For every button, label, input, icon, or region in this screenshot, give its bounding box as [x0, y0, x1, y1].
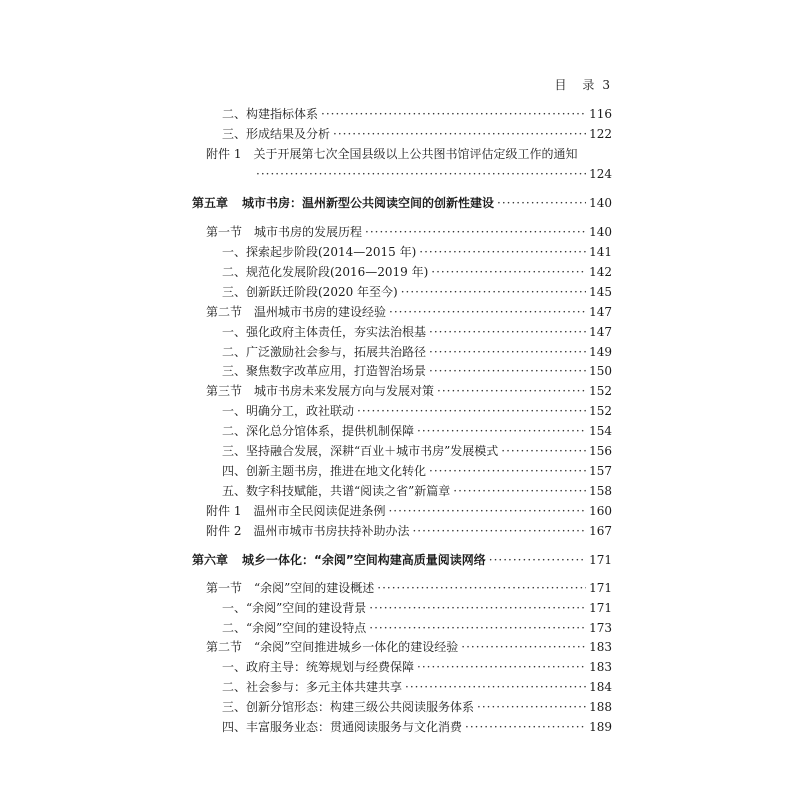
dot-leader [497, 193, 586, 213]
toc-entry[interactable] [222, 282, 612, 302]
chapter-title: 城市书房：温州新型公共阅读空间的创新性建设 [242, 196, 495, 210]
toc-entry[interactable] [222, 262, 612, 282]
toc-section[interactable] [206, 578, 612, 598]
dot-leader [388, 501, 586, 521]
toc-entry-text: 附件 1 关于开展第七次全国县级以上公共图书馆评估定级工作的通知 [206, 147, 578, 161]
dot-leader [256, 164, 586, 184]
toc-entry[interactable] [222, 361, 612, 381]
toc-section[interactable] [206, 381, 612, 401]
toc-entry-page: 158 [589, 484, 612, 498]
toc-entry-text: 第三节 城市书房未来发展方向与发展对策 [206, 384, 435, 398]
toc-entry-text: 第一节 城市书房的发展历程 [206, 225, 363, 239]
toc-entry-page: 184 [589, 680, 612, 694]
toc-entry[interactable] [222, 342, 612, 362]
dot-leader [437, 381, 586, 401]
toc-entry-text: 三、创新分馆形态：构建三级公共阅读服务体系 [222, 700, 475, 714]
toc-entry[interactable] [222, 322, 612, 342]
toc-entry[interactable] [222, 104, 612, 124]
running-header [555, 76, 610, 93]
dot-leader [453, 481, 586, 501]
toc-entry-page: 150 [589, 364, 612, 378]
toc-entry-page: 140 [589, 196, 612, 210]
toc-entry[interactable] [222, 421, 612, 441]
toc-entry-text: 二、“余阅”空间的建设特点 [222, 621, 367, 635]
dot-leader [365, 222, 586, 242]
toc-entry-page: 183 [589, 640, 612, 654]
toc-entry-text: 二、社会参与：多元主体共建共享 [222, 680, 403, 694]
toc-section[interactable] [206, 222, 612, 242]
toc-entry-text: 四、丰富服务业态：贯通阅读服务与文化消费 [222, 720, 463, 734]
dot-leader [429, 361, 586, 381]
toc-entry-page: 145 [589, 285, 612, 299]
toc-entry-page: 124 [589, 167, 612, 181]
toc-entry[interactable] [222, 697, 612, 717]
toc-entry-text: 二、构建指标体系 [222, 107, 319, 121]
dot-leader [429, 342, 586, 362]
dot-leader [501, 441, 586, 461]
toc-entry-text: 一、明确分工，政社联动 [222, 404, 355, 418]
dot-leader [419, 242, 586, 262]
toc-entry[interactable] [222, 401, 612, 421]
toc-section[interactable] [206, 302, 612, 322]
chapter-number: 第六章 [192, 553, 229, 567]
toc-entry-page: 147 [589, 305, 612, 319]
toc-entry-text: 三、聚焦数字改革应用，打造智治场景 [222, 364, 427, 378]
toc-entry-page: 152 [589, 404, 612, 418]
toc-entry-text: 三、坚持融合发展，深耕“百业＋城市书房”发展模式 [222, 444, 499, 458]
dot-leader [477, 697, 586, 717]
toc-entry-text: 一、探索起步阶段(2014—2015 年) [222, 245, 417, 259]
toc-entry-text: 二、深化总分馆体系，提供机制保障 [222, 424, 415, 438]
toc-entry-page: 188 [589, 700, 612, 714]
dot-leader [405, 677, 586, 697]
header-page-number: 3 [602, 78, 610, 92]
dot-leader [417, 421, 586, 441]
toc-entry[interactable] [222, 481, 612, 501]
toc-entry[interactable] [222, 657, 612, 677]
chapter-number: 第五章 [192, 196, 229, 210]
toc-entry[interactable] [222, 124, 612, 144]
toc-section[interactable] [206, 637, 612, 657]
toc-entry[interactable] [206, 521, 612, 541]
dot-leader [431, 262, 586, 282]
toc-chapter[interactable] [192, 193, 612, 213]
toc-entry-page: 140 [589, 225, 612, 239]
toc-entry-text: 一、强化政府主体责任，夯实法治根基 [222, 325, 427, 339]
toc-entry-text: 第二节 温州城市书房的建设经验 [206, 305, 387, 319]
toc-chapter[interactable] [192, 550, 612, 570]
toc-entry-page: 157 [589, 464, 612, 478]
toc-entry[interactable] [222, 717, 612, 737]
dot-leader [333, 124, 586, 144]
dot-leader [417, 657, 586, 677]
toc-entry[interactable] [222, 242, 612, 262]
dot-leader [377, 578, 586, 598]
chapter-title: 城乡一体化：“余阅”空间构建高质量阅读网络 [242, 553, 486, 567]
toc-entry[interactable] [222, 618, 612, 638]
dot-leader [357, 401, 586, 421]
toc-entry[interactable] [206, 501, 612, 521]
toc-entry-page: 152 [589, 384, 612, 398]
toc-entry-text: 第一节 “余阅”空间的建设概述 [206, 581, 375, 595]
toc-entry-page: 183 [589, 660, 612, 674]
header-label: 目 录 [554, 78, 601, 92]
toc-entry-page: 160 [589, 504, 612, 518]
toc-entry-text: 二、规范化发展阶段(2016—2019 年) [222, 265, 429, 279]
toc-entry-page: 147 [589, 325, 612, 339]
toc-entry-text: 一、“余阅”空间的建设背景 [222, 601, 367, 615]
toc-entry-text: 二、广泛激励社会参与，拓展共治路径 [222, 345, 427, 359]
toc-entry-page: 171 [589, 601, 612, 615]
toc-entry[interactable] [222, 677, 612, 697]
toc-entry-page: 149 [589, 345, 612, 359]
toc-entry-text: 五、数字科技赋能，共谱“阅读之省”新篇章 [222, 484, 451, 498]
dot-leader [401, 282, 586, 302]
toc-entry-page: 189 [589, 720, 612, 734]
toc-entry-page: 171 [589, 581, 612, 595]
dot-leader [389, 302, 586, 322]
toc-entry-text: 附件 2 温州市城市书房扶持补助办法 [206, 524, 410, 538]
toc-entry[interactable] [206, 144, 612, 164]
dot-leader [369, 598, 586, 618]
dot-leader [461, 637, 586, 657]
toc-entry-continuation[interactable] [256, 164, 612, 184]
toc-entry-text: 三、形成结果及分析 [222, 127, 331, 141]
toc-entry[interactable] [222, 441, 612, 461]
toc-entry-page: 173 [589, 621, 612, 635]
dot-leader [412, 521, 586, 541]
toc-entry-page: 167 [589, 524, 612, 538]
toc-entry-page: 154 [589, 424, 612, 438]
toc-entry-text: 一、政府主导：统筹规划与经费保障 [222, 660, 415, 674]
dot-leader [429, 322, 586, 342]
toc-entry-page: 122 [589, 127, 612, 141]
toc-entry-page: 171 [589, 553, 612, 567]
toc-entry-text: 附件 1 温州市全民阅读促进条例 [206, 504, 386, 518]
dot-leader [489, 550, 586, 570]
dot-leader [465, 717, 586, 737]
toc-entry-text: 三、创新跃迁阶段(2020 年至今) [222, 285, 398, 299]
toc-entry-text: 四、创新主题书房，推进在地文化转化 [222, 464, 427, 478]
toc-entry-page: 142 [589, 265, 612, 279]
toc-entry-text: 第二节 “余阅”空间推进城乡一体化的建设经验 [206, 640, 459, 654]
toc-entry[interactable] [222, 598, 612, 618]
toc-entry-page: 156 [589, 444, 612, 458]
dot-leader [369, 618, 586, 638]
toc-entry-page: 141 [589, 245, 612, 259]
dot-leader [429, 461, 586, 481]
dot-leader [321, 104, 586, 124]
toc-entry[interactable] [222, 461, 612, 481]
toc-entry-page: 116 [589, 107, 612, 121]
